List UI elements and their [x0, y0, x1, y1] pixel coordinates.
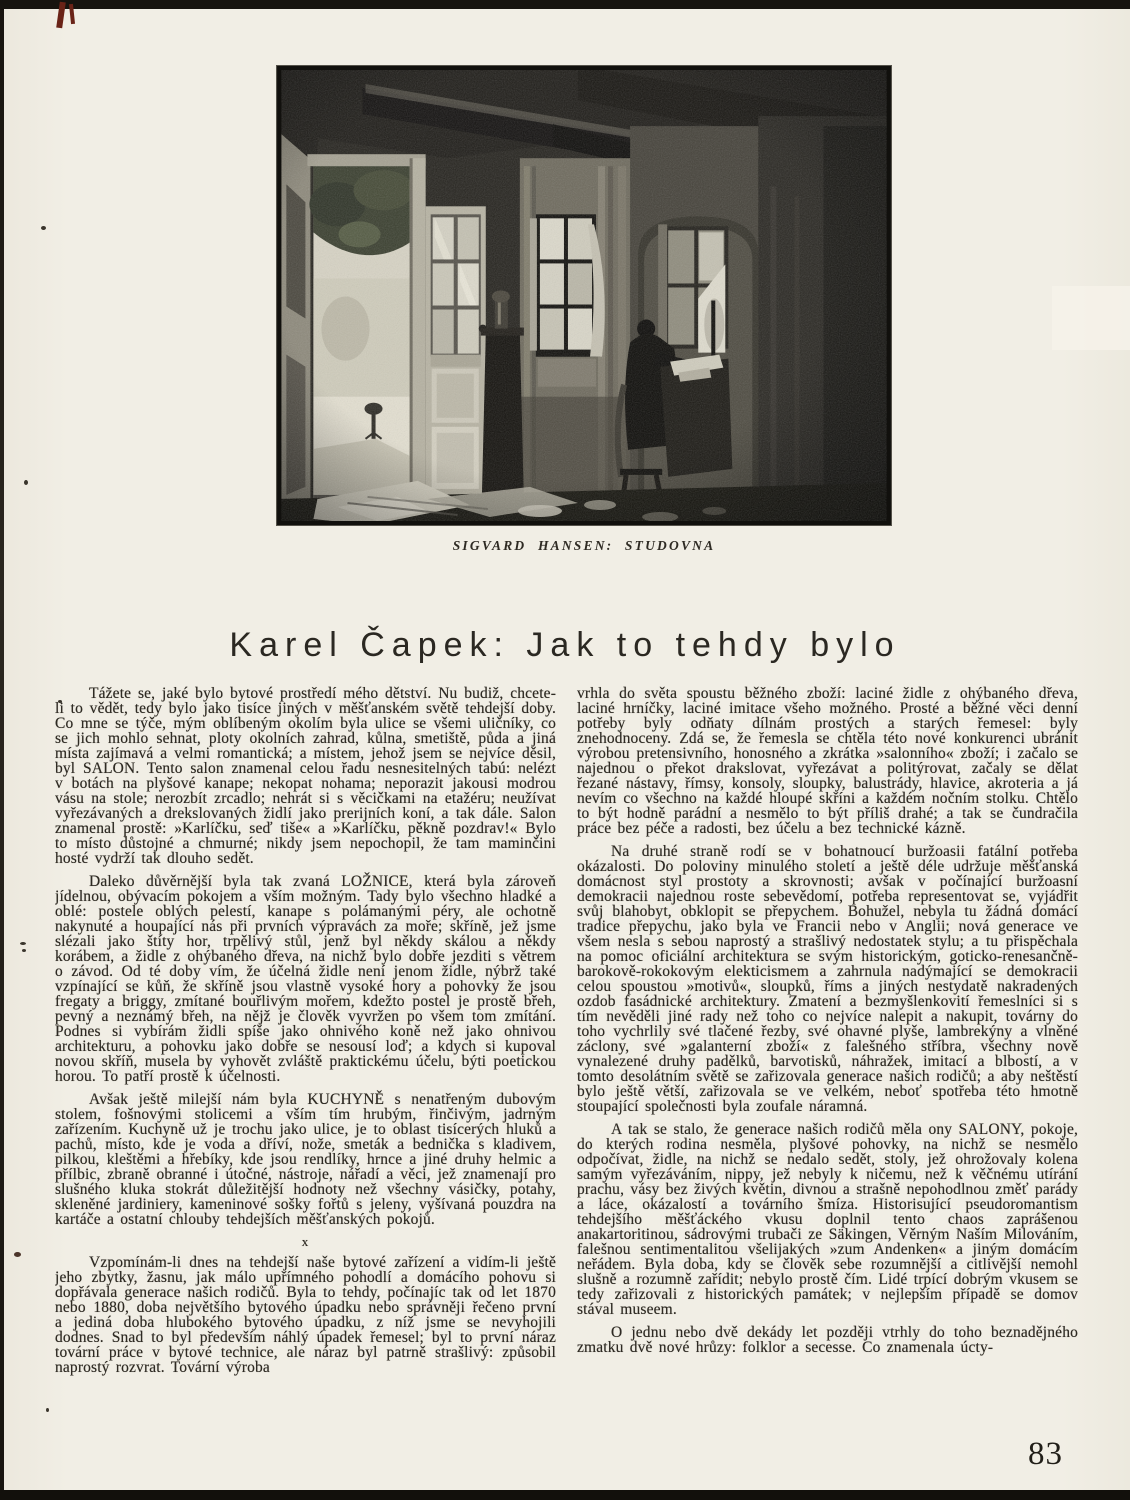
studovna-photo-illustration: [277, 66, 891, 525]
artwork-figure: [277, 66, 891, 554]
article-body: [55, 686, 1078, 1458]
studovna-photo: [277, 66, 891, 525]
page-number: 83: [1028, 1436, 1063, 1472]
ink-speck: [22, 949, 26, 952]
article-title: Karel Čapek: Jak to tehdy bylo: [229, 626, 901, 664]
ink-speck: [41, 226, 46, 230]
paragraph: vrhla do světa spoustu běžného zboží: laciné židle z ohýbaného dřeva, laciné hrníčky, laciné imitace všeho možného. Prosté a běžné věci denní potřeby byly odňaty dílnám prostých a starých řemesel: byly znehodnoceny. Zdá se, že řemesla se chtěla této nové konkurenci ubránit výrobou pretensivního, honosného a zkrátka »salonního« zboží; i začalo se najednou o překot drakslovat, vyřezávat a politýrovat, začaly se dělat řezané nástavy, římsy, konsoly, sloupky, balustrády, hlavice, akroteria a já nevím co všechno na každé hloupé skříni a každém nočním stolku. Chtělo to být hodně parádní a nesmělo to být příliš drahé; a tak se čundračila práce bez péče a radosti, bez účelu a bez technické kázně.: [577, 686, 1078, 837]
paragraph: A tak se stalo, že generace našich rodičů měla ony SALONY, pokoje, do kterých rodina nesměla, plyšové pohovky, na nichž se nesmělo odpočívat, židle, na nichž se nedalo sedět, stoly, jež ohrožovaly kolena samým vyřezáváním, nippy, jež nebyly k ničemu, než k věčnému utírání prachu, vásy bez živých květin, divnou a strašně nepohodlnou změť parády a láce, okázalostí a továrního šmíza. Historisující pseudoromantism tehdejšího měšťáckého vkusu doplnil tento chaos zaprášenou anakartoritinou, sádrovými trubači ze Säkingen, Věrným Naším Milováním, falešnou sentimentalitou všelijakých »zum Andenken« a jiným domácím neřádem. Byla doba, kdy se člověk sebe rozumnější a citlivější nemohl slušně a rozumně zařídit; nebylo prostě čím. Lidé trpící dobrým vkusem se tedy zařizovali z historických památek; v nejlepším případě se domov stával museem.: [577, 1121, 1078, 1318]
paragraph: Avšak ještě milejší nám byla KUCHYNĚ s nenatřeným dubovým stolem, fošnovými stolicemi a vším tím hrubým, řinčivým, jadrným zařízením. Kuchyně už je trochu jako ulice, je to oblast tisícerých hluků a pachů, místo, kde je voda a dříví, nože, smeták a bednička s kladivem, pilkou, kleštěmi a hřebíky, kde jsou rendlíky, hrnce a jiné druhy helmic a přílbic, zbraně obranné i útočné, nástroje, nářadí a věci, jež znamenají pro slušného kluka stokrát důležitější hodnoty než všechny vásičky, potahy, skleněné jardiniery, kameninové sošky fořtů s jeleny, vyšívaná pouzdra na kartáče a ostatní chlouby tehdejších měšťanských pokojů.: [55, 1091, 556, 1228]
paragraph: Tážete se, jaké bylo bytové prostředí mého dětství. Nu budiž, chcete-li to vědět, tedy bylo jako tisíce jiných v měšťanském světě tehdejší doby. Co mne se týče, mým oblíbeným okolím byla ulice se všemi uličníky, co se jich mohlo sehnat, ploty okolních zahrad, kůlna, smetiště, půda a jiná místa zajímavá a velmi romantická; a místem, jehož jsem se nejvíce děsil, byl SALON. Tento salon znamenal celou řadu nesnesitelných tabú: nelézt v botách na plyšové kanape; nekopat nohama; neporazit jakousi modrou vásu na stole; nerozbít zrcadlo; nehrát si s věcičkami na etažéru; neužívat vyřezávaných a drekslovaných židlí jako prerijních koní, a tak dále. Salon znamenal prostě: »Karlíčku, seď tiše« a »Karlíčku, pěkně pozdrav!« Bylo to místo důstojné a chmurné; nikdy jsem nepochopil, že tam maminčini hosté vydrží tak dlouho sedět.: [55, 686, 556, 867]
right-column: [577, 686, 1078, 1458]
scan-edge-left: [0, 0, 4, 1500]
paragraph: Daleko důvěrnější byla tak zvaná LOŽNICE, která byla zároveň jídelnou, obývacím pokojem a vším možným. Tady bylo všechno hladké a oblé: postele oblých pelestí, kanape s polámanými péry, ale ochotně nakynuté a houpající nás při prvních výpravách za moře; skříně, jež jsme slézali jako štíty hor, trpělivý stůl, jenž byl někdy skálou a někdy korábem, a židle z ohýbaného dřeva, na nichž bylo dobře jezditi s větrem o závod. Od té doby vím, že účelná židle není jenom židle, nýbrž také vzpínající se kůň, že skříně jsou vlastně vysoké hory a pohovky že jsou fregaty a briggy, zmítané bouřlivým mořem, kdežto postel je prostě břeh, pevný a neznámý břeh, na nějž je člověk vyvržen po všem tom zmítání. Podnes si vybírám židli spíše jako ohnivého koně než jako ohnivou architekturu, a pohovku jako dobře se nesousí loď; a kdych si kupoval novou skříň, musela by vyhovět zvláště praktickému účelu, býti poetickou horou. To patří prostě k účelnosti.: [55, 873, 556, 1085]
artwork-caption: SIGVARD HANSEN: STUDOVNA: [452, 538, 716, 553]
paragraph: Na druhé straně rodí se v bohatnoucí buržoasii fatální potřeba okázalosti. Do poloviny minulého století a ještě déle udržuje měšťanská domácnost styl prostoty a skrovnosti; avšak v počínající buržoasní demokracii najednou roste sebevědomí, potřeba representovat se, vyjádřit svůj blahobyt, obklopit se přepychem. Bohužel, nebyla tu žádná domácí tradice přepychu, jako byla ve Francii nebo v Anglii; nová generace ve všem nesla s sebou naprostý a strašlivý nedostatek stylu; a tu přispěchala na pomoc oficiální architektura se svým historickým, goticko-renesančně-barokově-rokokovým elekticismem a zahrnula nadýmající se demokracii celou spoustou »motivů«, sloupků, říms a jiných nestydatě nakradených ozdob fasádnické architektury. Zmatení a bezmyšlenkovití řemeslníci si s tím nevěděli jiné rady než toho co nejvíce nalepit a nakupit, továrny do toho vychrlily své tlačené řezby, své ohavné plyše, lambrekýny a vlněné záclony, své »galanterní zboží« z falešného stříbra, všechny nově vynalezené druhy padělků, barvotisků, náhražek, imitací a blbostí, a v tomto desolátním světě se zařizovala generace našich rodičů; a aby neštěstí bylo ještě větší, zařizovala se ve velkém, neboť spotřeba této hmotně stoupající společnosti byla zoufale náramná.: [577, 843, 1078, 1115]
ink-speck: [20, 942, 26, 945]
section-separator-mark: x: [301, 1234, 310, 1249]
ink-speck: [14, 1252, 21, 1257]
paragraph: O jednu nebo dvě dekády let později vtrhly do toho beznadějného zmatku dvě nové hrůzy: folklor a secesse. Co znamenala úcty-: [577, 1324, 1078, 1356]
ink-speck: [24, 480, 28, 485]
ink-speck: [46, 1408, 49, 1412]
scan-edge-bottom: [0, 1490, 1130, 1500]
page-ghost-offset: [1052, 286, 1130, 350]
scan-edge-top: [0, 0, 1130, 9]
paragraph: Vzpomínám-li dnes na tehdejší naše bytové zařízení a vidím-li ještě jeho zbytky, žasnu, jak málo upřímného pohodlí a domácího pohovu si dopřávala generace našich rodičů. Byla to tehdy, počínajíc tak od let 1870 nebo 1880, doba největšího bytového úpadku nebo správněji řečeno první a jediná doba hlubokého bytového úpadku, z níž jsme se nevyhojili dodnes. Snad to byl především náhlý úpadek řemesel; byl to první náraz tovární práce v bytové technice, ale náraz byl patrně strašlivý: způsobil naprostý rozvrat. Tovární výroba: [55, 1254, 556, 1376]
left-column: [55, 686, 556, 1458]
